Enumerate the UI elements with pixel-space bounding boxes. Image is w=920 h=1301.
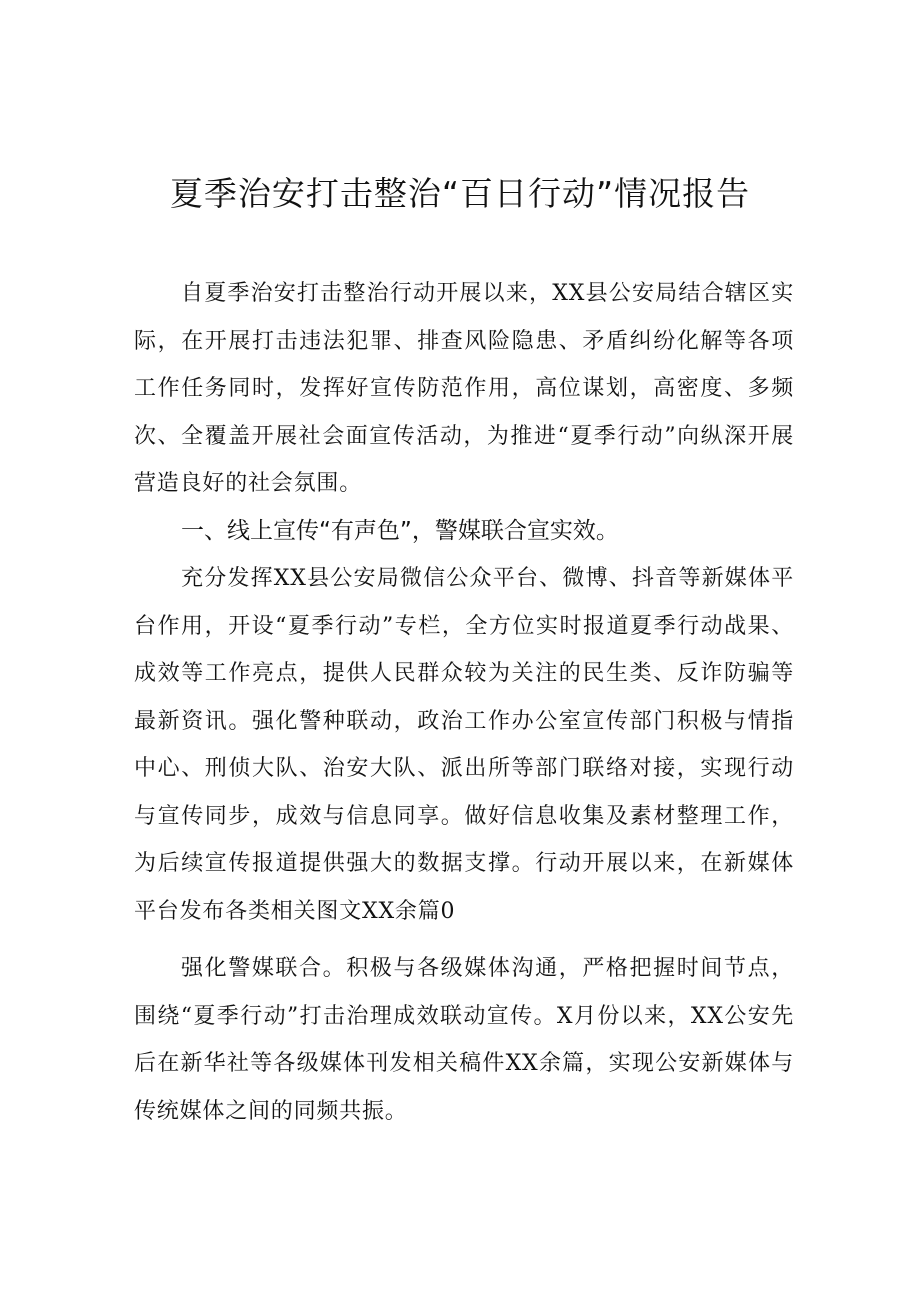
intro-paragraph: 自夏季治安打击整治行动开展以来，XX县公安局结合辖区实际，在开展打击违法犯罪、排查风险隐患、矛盾纠纷化解等各项工作任务同时，发挥好宣传防范作用，高位谋划，高密度、多频次、全覆盖开展社会面宣传活动，为推进“夏季行动”向纵深开展营造良好的社会氛围。 — [134, 281, 794, 496]
document-title: 夏季治安打击整治“百日行动”情况报告 — [169, 174, 751, 213]
media-cooperation-paragraph: 强化警媒联合。积极与各级媒体沟通，严格把握时间节点，围绕“夏季行动”打击治理成效联动宣传。X月份以来，XX公安先后在新华社等各级媒体刊发相关稿件XX余篇，实现公安新媒体与传统媒体之间的同频共振。 — [134, 956, 794, 1124]
online-publicity-paragraph: 充分发挥XX县公安局微信公众平台、微博、抖音等新媒体平台作用，开设“夏季行动”专栏，全方位实时报道夏季行动战果、成效等工作亮点，提供人民群众较为关注的民生类、反诈防骗等最新资讯。强化警种联动，政治工作办公室宣传部门积极与情指中心、刑侦大队、治安大队、派出所等部门联络对接，实现行动与宣传同步，成效与信息同享。做好信息收集及素材整理工作，为后续宣传报道提供强大的数据支撑。行动开展以来，在新媒体平台发布各类相关图文XX余篇0 — [134, 566, 794, 924]
section-heading: 一、线上宣传“有声色”，警媒联合宣实效。 — [181, 518, 619, 544]
